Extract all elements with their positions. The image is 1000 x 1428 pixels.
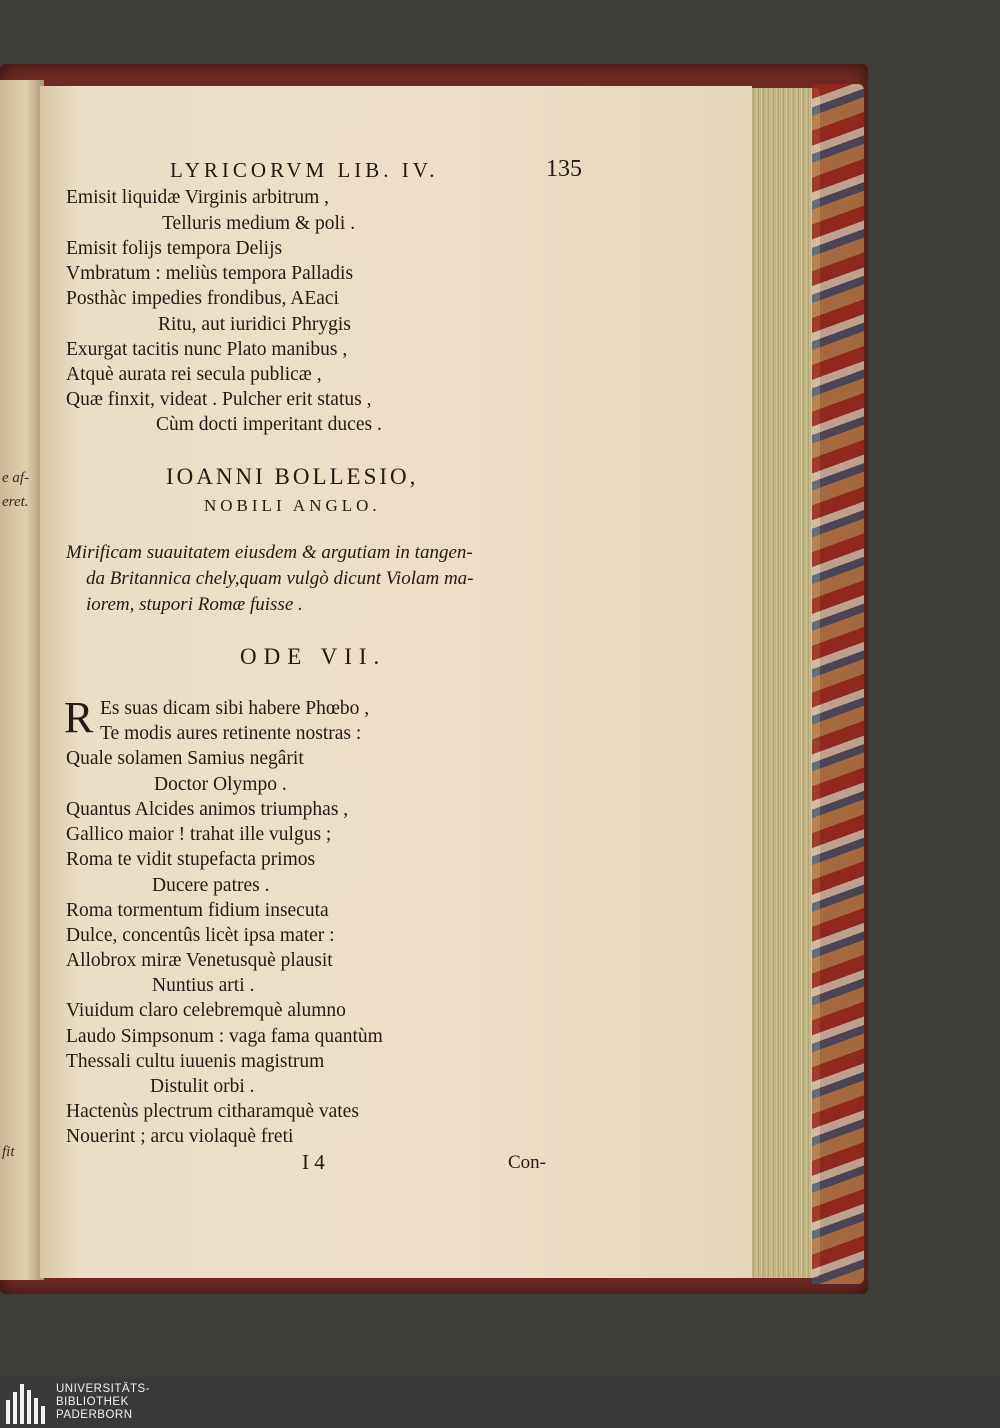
verse-line: Telluris medium & poli . (162, 213, 356, 234)
verse-line: Emisit liquidæ Virginis arbitrum , (66, 187, 329, 208)
verse-line: Gallico maior ! trahat ille vulgus ; (66, 824, 332, 845)
verse-line: Exurgat tacitis nunc Plato manibus , (66, 339, 348, 360)
page-number: 135 (546, 156, 582, 182)
verse-line: Es suas dicam sibi habere Phœbo , (100, 698, 370, 719)
verse-line: Quale solamen Samius negârit (66, 748, 304, 769)
logo-line: UNIVERSITÄTS- (56, 1383, 151, 1395)
verse-line: Allobrox miræ Venetusquè plausit (66, 950, 333, 971)
left-page-fragment: e af- (2, 470, 30, 486)
verse-line: Doctor Olympo . (154, 774, 287, 795)
verse-line: Vmbratum : meliùs tempora Palladis (66, 263, 354, 284)
logo-line: PADERBORN (56, 1409, 133, 1421)
running-header (170, 156, 590, 186)
library-logo-icon (6, 1382, 48, 1424)
argument-line: iorem, stupori Romæ fuisse . (86, 594, 303, 615)
verse-line: Roma tormentum fidium insecuta (66, 900, 329, 921)
catchword: Con- (508, 1152, 546, 1173)
dedication-title: NOBILI ANGLO. (204, 496, 381, 515)
left-page-fragment: fit (2, 1144, 15, 1160)
ode-title: ODE VII. (240, 644, 387, 669)
verse-line: Viuidum claro celebremquè alumno (66, 1000, 346, 1021)
marbled-edge (812, 84, 864, 1284)
verse-line: Ducere patres . (152, 875, 270, 896)
verse-line: Dulce, concentûs licèt ipsa mater : (66, 925, 335, 946)
drop-cap: R (64, 693, 94, 742)
running-title: LYRICORVM LIB. IV. (170, 158, 439, 182)
verse-line: Laudo Simpsonum : vaga fama quantùm (66, 1026, 383, 1047)
verse-line: Posthàc impedies frondibus, AEaci (66, 288, 339, 309)
verse-line: Hactenùs plectrum citharamquè vates (66, 1101, 359, 1122)
logo-line: BIBLIOTHEK (56, 1396, 129, 1408)
verse-line: Roma te vidit stupefacta primos (66, 849, 316, 870)
verse-line: Nouerint ; arcu violaquè freti (66, 1126, 294, 1147)
verse-line: Te modis aures retinente nostras : (100, 723, 362, 744)
verse-line: Ritu, aut iuridici Phrygis (158, 314, 351, 335)
argument-line: Mirificam suauitatem eiusdem & argutiam in tangen- (66, 542, 473, 563)
footer-bar (0, 1378, 1000, 1428)
verse-line: Distulit orbi . (150, 1076, 255, 1097)
left-page-fragment: eret. (2, 494, 29, 510)
verse-line: Cùm docti imperitant duces . (156, 414, 382, 435)
verse-line: Quæ finxit, videat . Pulcher erit status , (66, 389, 372, 410)
verse-line: Nuntius arti . (152, 975, 255, 996)
verse-line: Atquè aurata rei secula publicæ , (66, 364, 322, 385)
library-logo-text (56, 1383, 150, 1422)
left-page-edge (0, 80, 44, 1280)
book-page (40, 86, 752, 1278)
verse-line: Thessali cultu iuuenis magistrum (66, 1051, 325, 1072)
verse-line: Emisit folijs tempora Delijs (66, 238, 283, 259)
page-fore-edge (740, 88, 820, 1278)
argument-line: da Britannica chely,quam vulgò dicunt Violam ma- (86, 568, 474, 589)
signature-mark: I 4 (302, 1150, 325, 1174)
dedication-name: IOANNI BOLLESIO, (166, 464, 419, 489)
verse-line: Quantus Alcides animos triumphas , (66, 799, 349, 820)
